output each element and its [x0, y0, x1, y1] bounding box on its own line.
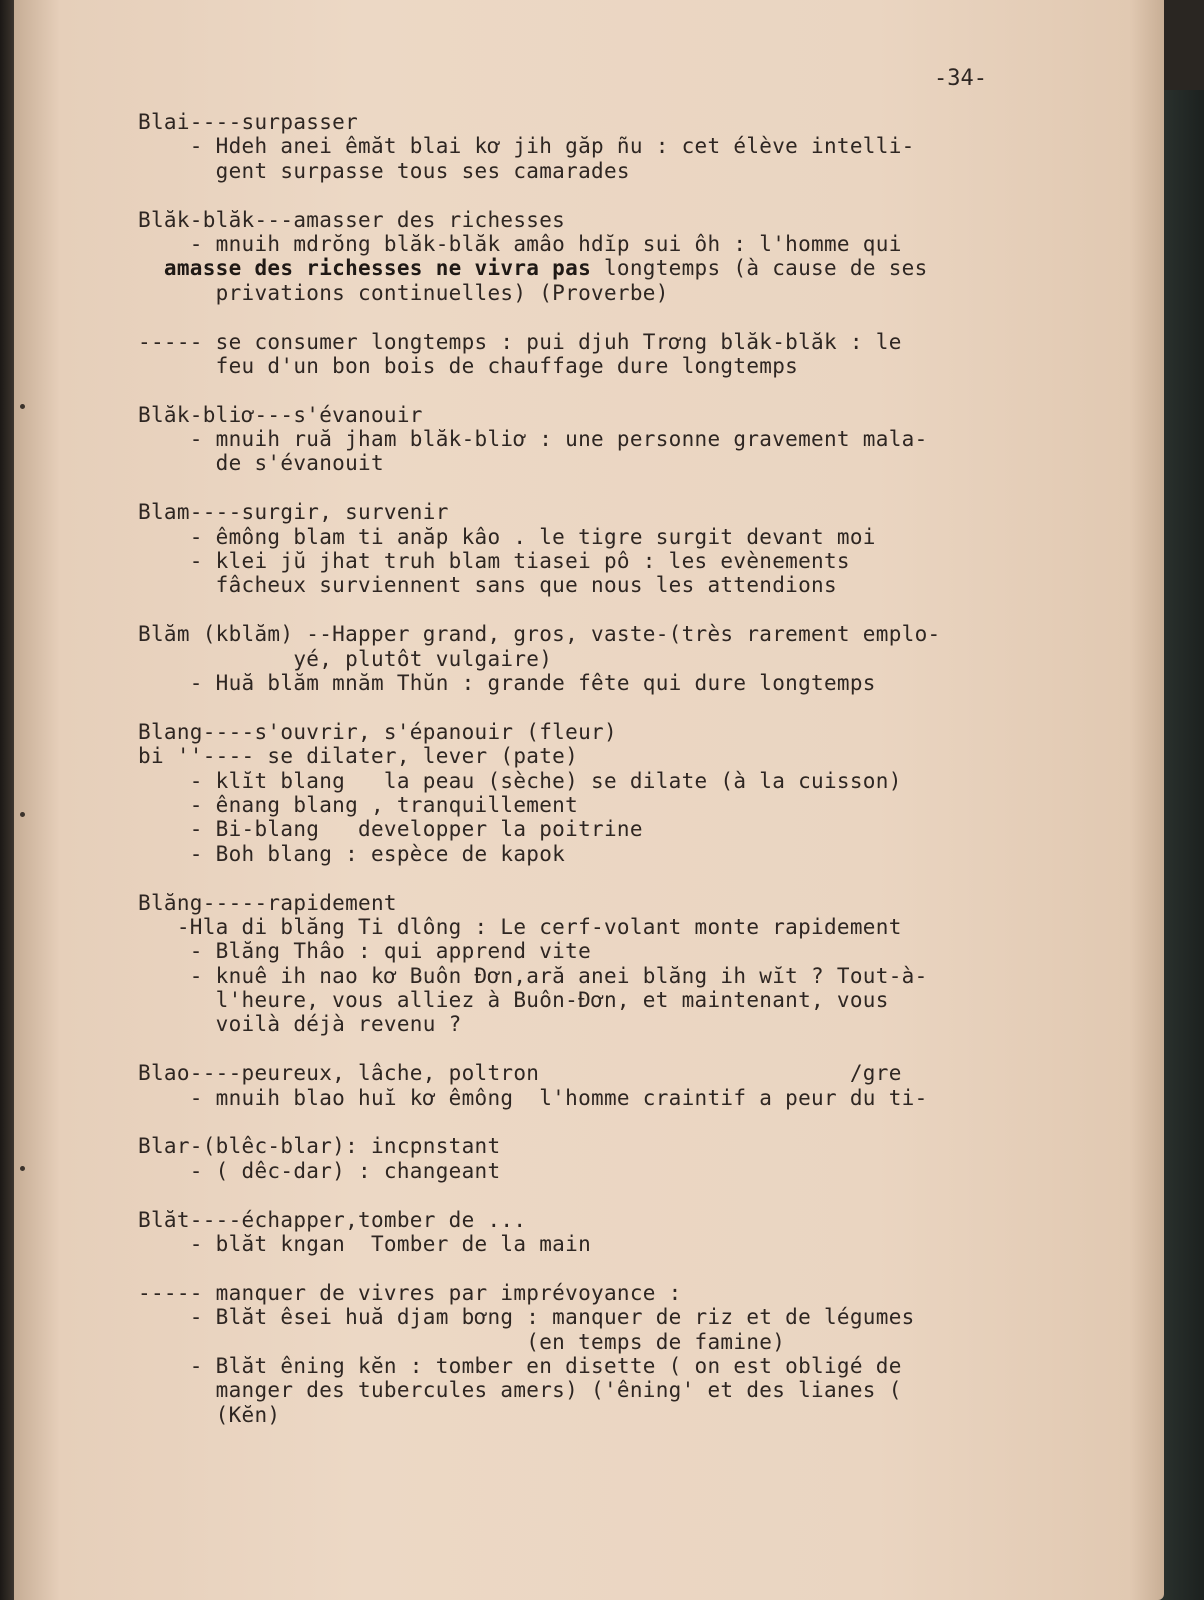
- entry-headword-line: Blăm (kblăm) --Happer grand, gros, vaste-(très rarement emplo-: [138, 622, 941, 647]
- entry-line: - Blăng Thâo : qui apprend vite: [138, 939, 592, 964]
- entry-line: - mnuih blao huĭ kơ êmông l'homme craintif a peur du ti-: [138, 1085, 928, 1110]
- binding-hole: [20, 1166, 25, 1171]
- entry-headword-line: Blang----s'ouvrir, s'épanouir (fleur): [138, 719, 617, 744]
- page-number: -34-: [934, 66, 987, 91]
- entry-line: - Blăt êning kĕn : tomber en disette ( on est obligé de: [138, 1353, 902, 1378]
- blank-line: [138, 1256, 1148, 1280]
- entry-headword-line: Blăt----échapper,tomber de ...: [138, 1207, 527, 1232]
- entry-line: de s'évanouit: [138, 451, 384, 476]
- entry-line-overtyped: amasse des richesses ne vivra pas longtemps (à cause de ses: [138, 256, 928, 281]
- entry-headword-line: Blar-(blêc-blar): incpnstant: [138, 1134, 501, 1159]
- entry-line: (Kĕn): [138, 1402, 281, 1427]
- blank-line: [138, 598, 1148, 622]
- entry-headword-line: Blao----peureux, lâche, poltron /gre: [138, 1061, 902, 1086]
- entry-line: feu d'un bon bois de chauffage dure longtemps: [138, 353, 799, 378]
- entry-line: - mnuih ruă jham blăk-bliơ : une personne gravement mala-: [138, 427, 928, 452]
- entry-line: privations continuelles) (Proverbe): [138, 280, 669, 305]
- entry-line: gent surpasse tous ses camarades: [138, 158, 630, 183]
- dictionary-entries: [138, 110, 1148, 1427]
- entry-line: bi ''---- se dilater, lever (pate): [138, 744, 579, 769]
- typewritten-page: [14, 0, 1164, 1600]
- entry-line: l'heure, vous alliez à Buôn-Đơn, et maintenant, vous: [138, 988, 889, 1013]
- entry-line: - mnuih mdrŏng blăk-blăk amâo hdĭp sui ôh : l'homme qui: [138, 231, 902, 256]
- blank-line: [138, 1037, 1148, 1061]
- binding-hole: [20, 404, 25, 409]
- entry-headword-line: Blăk-blăk---amasser des richesses: [138, 207, 566, 232]
- binding-hole: [20, 812, 25, 817]
- entry-headword-line: Blai----surpasser: [138, 110, 359, 134]
- entry-line: -Hla di blăng Ti dlông : Le cerf-volant monte rapidement: [138, 914, 902, 939]
- entry-line: - knuê ih nao kơ Buôn Đơn,ară anei blăng ih wĭt ? Tout-à-: [138, 963, 928, 988]
- entry-line: - Blăt êsei huă djam bơng : manquer de riz et de légumes: [138, 1305, 915, 1330]
- blank-line: [138, 1183, 1148, 1207]
- blank-line: [138, 476, 1148, 500]
- entry-line: - ênang blang , tranquillement: [138, 792, 579, 817]
- blank-line: [138, 866, 1148, 890]
- entry-headword-line: Blăk-bliơ---s'évanouir: [138, 402, 423, 427]
- blank-line: [138, 305, 1148, 329]
- entry-line: - Hdeh anei êmăt blai kơ jih găp ñu : cet élève intelli-: [138, 134, 915, 159]
- entry-headword-line: Blam----surgir, survenir: [138, 500, 449, 525]
- entry-line: - Boh blang : espèce de kapok: [138, 841, 566, 866]
- entry-line: fâcheux surviennent sans que nous les attendions: [138, 573, 837, 598]
- entry-line: ----- se consumer longtemps : pui djuh Trơng blăk-blăk : le: [138, 329, 902, 354]
- entry-line: - ( dêc-dar) : changeant: [138, 1158, 501, 1183]
- entry-headword-line: Blăng-----rapidement: [138, 890, 397, 915]
- blank-line: [138, 1110, 1148, 1134]
- entry-line: - Huă blăm mnăm Thŭn : grande fête qui dure longtemps: [138, 670, 876, 695]
- book-cover-edge: [1158, 90, 1204, 1600]
- entry-line: yé, plutôt vulgaire): [138, 646, 553, 671]
- entry-line: (en temps de famine): [138, 1329, 786, 1354]
- blank-line: [138, 378, 1148, 402]
- entry-line: ----- manquer de vivres par imprévoyance :: [138, 1280, 682, 1305]
- blank-line: [138, 695, 1148, 719]
- entry-line: - klĭt blang la peau (sèche) se dilate (à la cuisson): [138, 768, 902, 793]
- entry-line: - Bi-blang developper la poitrine: [138, 817, 643, 842]
- entry-line: - klei jŭ jhat truh blam tiasei pô : les evènements: [138, 549, 850, 574]
- blank-line: [138, 183, 1148, 207]
- entry-line: - blăt kngan Tomber de la main: [138, 1231, 592, 1256]
- entry-line: - êmông blam ti anăp kâo . le tigre surgit devant moi: [138, 524, 876, 549]
- entry-line: manger des tubercules amers) ('êning' et des lianes (: [138, 1378, 902, 1403]
- entry-line: voilà déjà revenu ?: [138, 1012, 462, 1037]
